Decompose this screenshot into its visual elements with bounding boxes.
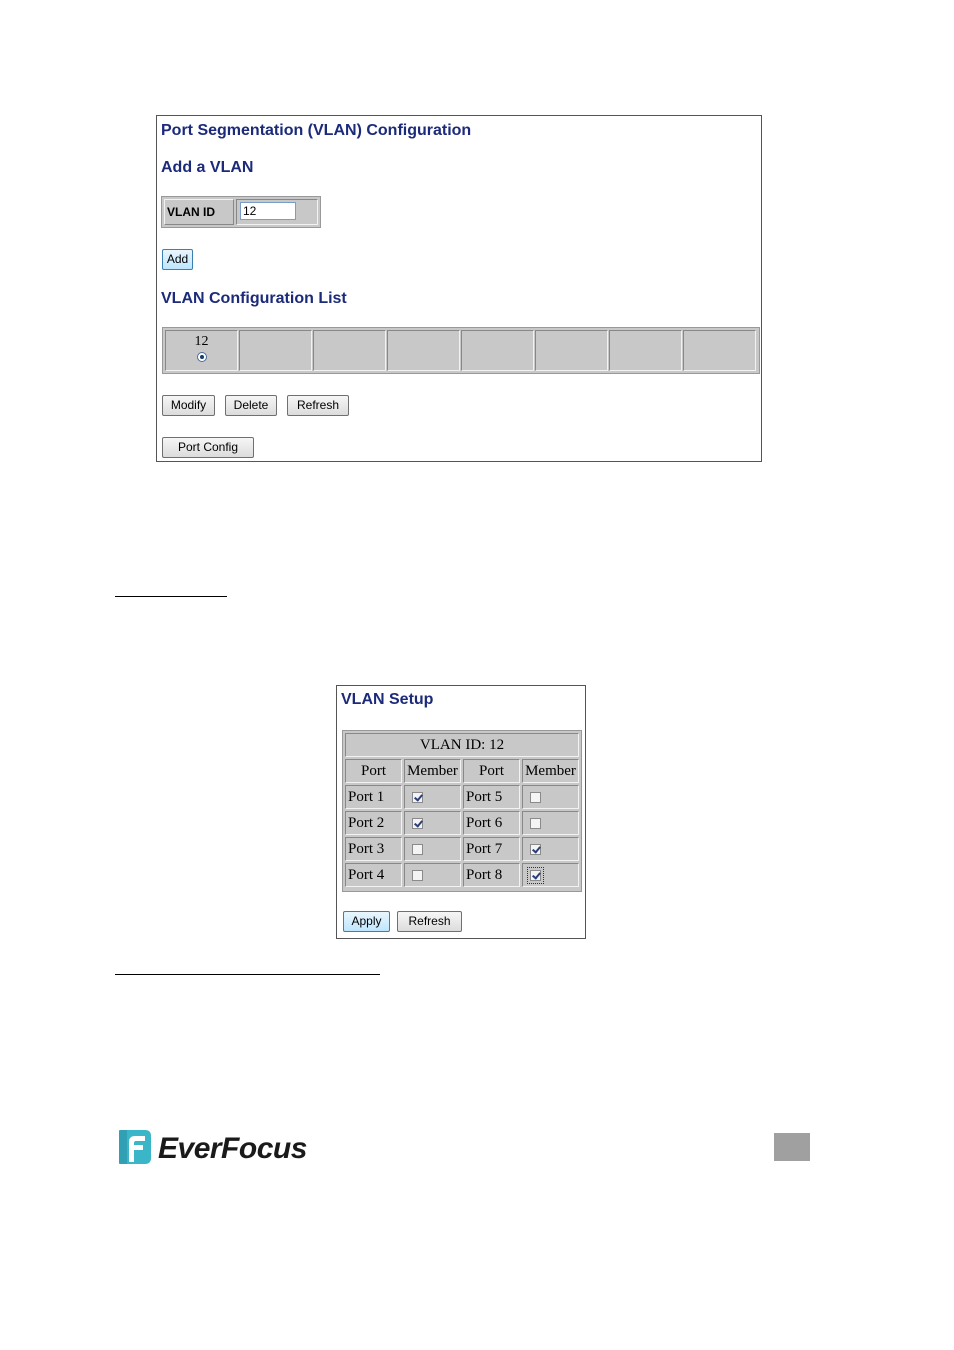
port-8-member-checkbox[interactable] (530, 870, 541, 881)
port-label: Port 3 (345, 837, 402, 861)
member-cell (404, 785, 461, 809)
vlan-id-input-cell (236, 199, 318, 225)
port-label: Port 8 (463, 863, 520, 887)
port-label: Port 7 (463, 837, 520, 861)
port-6-member-checkbox[interactable] (530, 818, 541, 829)
port-1-member-checkbox[interactable] (412, 792, 423, 803)
port-label: Port 1 (345, 785, 402, 809)
vlan-setup-title: VLAN Setup (341, 691, 434, 708)
vlan-list-entry-empty (609, 330, 682, 371)
member-cell (404, 837, 461, 861)
port-label: Port 4 (345, 863, 402, 887)
vlan-list-heading: VLAN Configuration List (161, 290, 347, 307)
vlan-id-label: VLAN ID (164, 199, 234, 225)
vlan-member-table (342, 730, 582, 892)
port-config-button[interactable]: Port Config (162, 437, 254, 458)
member-cell (404, 863, 461, 887)
page-number-box (774, 1133, 810, 1161)
vlan-list-entry-empty (313, 330, 386, 371)
port-7-member-checkbox[interactable] (530, 844, 541, 855)
vlan-list-entry-empty (387, 330, 460, 371)
refresh-button[interactable]: Refresh (287, 395, 349, 416)
port-4-member-checkbox[interactable] (412, 870, 423, 881)
vlan-list-entry-empty (683, 330, 756, 371)
vlan-list-entry[interactable] (165, 330, 238, 371)
page-title: Port Segmentation (VLAN) Configuration (161, 122, 472, 139)
member-column-header: Member (522, 759, 579, 783)
vlan-id-input[interactable] (240, 202, 296, 220)
port-3-member-checkbox[interactable] (412, 844, 423, 855)
vlan-setup-panel (336, 685, 586, 939)
member-cell (404, 811, 461, 835)
member-cell (522, 785, 579, 809)
vlan-id-form (161, 196, 321, 228)
port-column-header: Port (463, 759, 520, 783)
add-vlan-heading: Add a VLAN (161, 159, 254, 176)
vlan-list-entry-id: 12 (194, 334, 209, 349)
port-label: Port 5 (463, 785, 520, 809)
member-column-header: Member (404, 759, 461, 783)
port-label: Port 2 (345, 811, 402, 835)
section-underline (115, 974, 380, 975)
apply-button[interactable]: Apply (343, 911, 390, 932)
vlan-list-entry-empty (239, 330, 312, 371)
port-label: Port 6 (463, 811, 520, 835)
vlan-list-entry-empty (535, 330, 608, 371)
delete-button[interactable]: Delete (225, 395, 277, 416)
vlan-configuration-panel (156, 115, 762, 462)
section-underline (115, 596, 227, 597)
member-cell (522, 863, 579, 887)
port-5-member-checkbox[interactable] (530, 792, 541, 803)
member-cell (522, 811, 579, 835)
add-button[interactable]: Add (162, 249, 193, 270)
everfocus-f-logo-icon (117, 1128, 153, 1166)
vlan-select-radio[interactable] (197, 352, 207, 362)
vlan-configuration-list (162, 327, 760, 374)
member-cell (522, 837, 579, 861)
vlan-list-entry-empty (461, 330, 534, 371)
port-column-header: Port (345, 759, 402, 783)
refresh-button[interactable]: Refresh (397, 911, 462, 932)
port-2-member-checkbox[interactable] (412, 818, 423, 829)
modify-button[interactable]: Modify (162, 395, 215, 416)
everfocus-logo-text: EverFocus (158, 1132, 307, 1165)
vlan-id-header: VLAN ID: 12 (345, 733, 579, 757)
